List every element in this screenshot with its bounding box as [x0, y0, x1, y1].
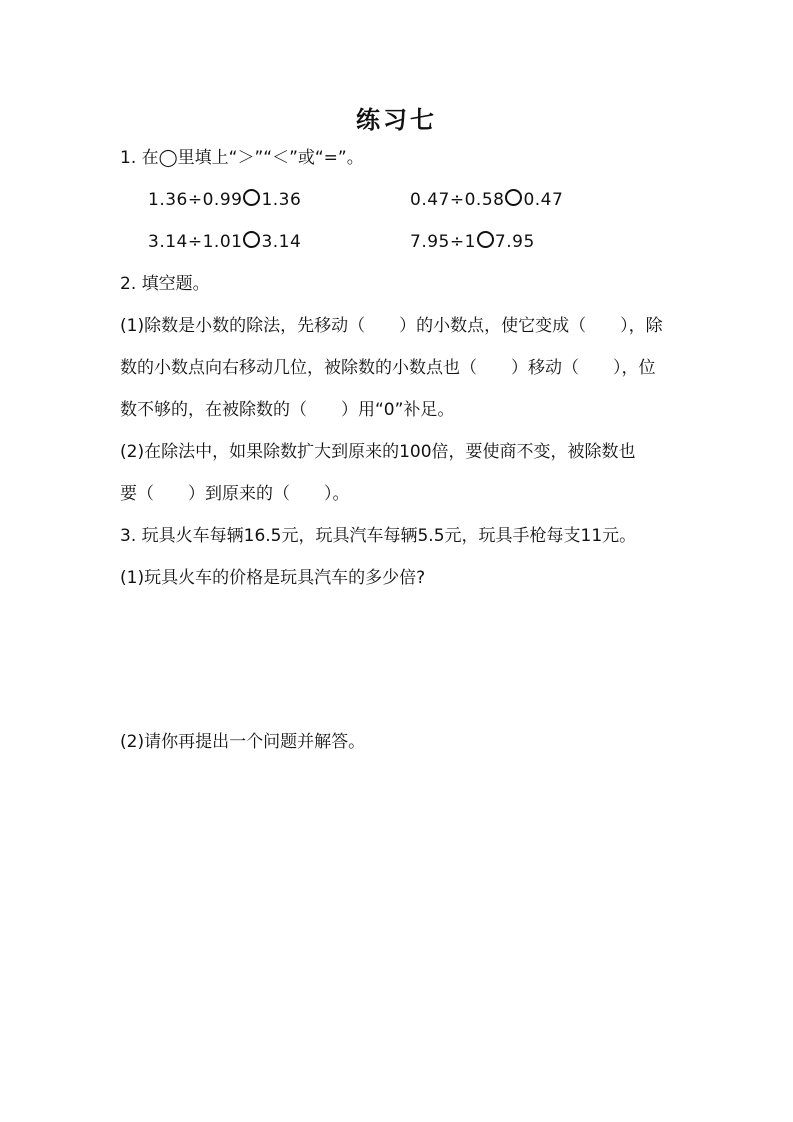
fill-blank-line: 数不够的，在被除数的（ ）用“0”补足。 — [120, 400, 455, 420]
compare-right: 1.36 — [261, 190, 302, 210]
compare-left: 3.14÷1.01 — [148, 232, 243, 252]
fill-blank-line: (2)在除法中，如果除数扩大到原来的100倍，要使商不变，被除数也 — [120, 442, 636, 462]
compare-right: 7.95 — [494, 232, 535, 252]
answer-circle[interactable] — [505, 189, 522, 206]
compare-item-3 — [148, 230, 301, 254]
page-title: 练习七 — [356, 106, 437, 134]
compare-right: 3.14 — [261, 232, 302, 252]
fill-blank-line: (1)除数是小数的除法，先移动（ ）的小数点，使它变成（ ），除 — [120, 316, 663, 336]
compare-item-2 — [410, 188, 563, 212]
question-3-sub-1: (1)玩具火车的价格是玩具汽车的多少倍? — [120, 568, 426, 588]
answer-circle[interactable] — [243, 189, 260, 206]
compare-right: 0.47 — [523, 190, 564, 210]
question-2-prompt: 2. 填空题。 — [120, 274, 210, 294]
compare-left: 1.36÷0.99 — [148, 190, 243, 210]
question-3-prompt: 3. 玩具火车每辆16.5元，玩具汽车每辆5.5元，玩具手枪每支11元。 — [120, 526, 637, 546]
compare-item-1 — [148, 188, 301, 212]
compare-item-4 — [410, 230, 535, 254]
answer-circle[interactable] — [477, 231, 494, 248]
question-3-sub-2: (2)请你再提出一个问题并解答。 — [120, 732, 366, 752]
compare-left: 0.47÷0.58 — [410, 190, 505, 210]
fill-blank-line: 数的小数点向右移动几位，被除数的小数点也（ ）移动（ ），位 — [120, 358, 656, 378]
fill-blank-line: 要（ ）到原来的（ ）。 — [120, 484, 350, 504]
compare-left: 7.95÷1 — [410, 232, 476, 252]
answer-circle[interactable] — [243, 231, 260, 248]
question-1-prompt: 1. 在◯里填上“＞”“＜”或“=”。 — [120, 148, 364, 168]
